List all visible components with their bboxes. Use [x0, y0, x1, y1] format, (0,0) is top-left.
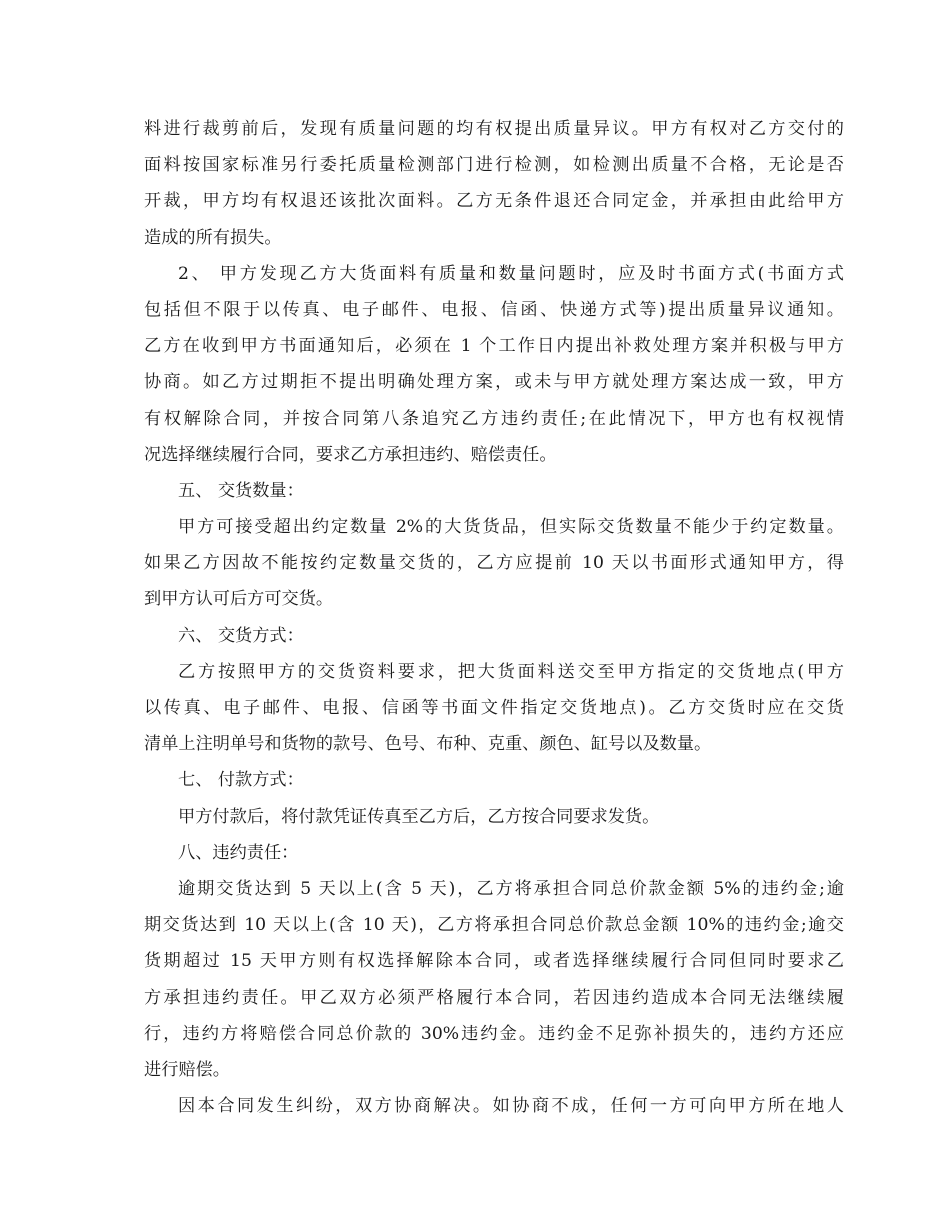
text-line: 有权解除合同，并按合同第八条追究乙方违约责任;在此情况下，甲方也有权视情: [144, 408, 844, 429]
text-line: 开裁，甲方均有权退还该批次面料。乙方无条件退还合同定金，并承担由此给甲方: [144, 191, 844, 212]
text-line: 八、违约责任：: [178, 842, 299, 863]
text-line: 甲方可接受超出约定数量 2%的大货货品，但实际交货数量不能少于约定数量。: [178, 517, 844, 538]
text-line: 逾期交货达到 5 天以上(含 5 天)，乙方将承担合同总价款金额 5%的违约金;逾: [178, 878, 844, 899]
text-line: 五、 交货数量：: [178, 480, 304, 501]
text-line: 包括但不限于以传真、电子邮件、电报、信函、快递方式等)提出质量异议通知。: [144, 299, 844, 320]
text-line: 甲方付款后，将付款凭证传真至乙方后，乙方按合同要求发货。: [178, 806, 660, 827]
text-line: 乙方在收到甲方书面通知后，必须在 1 个工作日内提出补救处理方案并积极与甲方: [144, 336, 844, 357]
text-line: 清单上注明单号和货物的款号、色号、布种、克重、颜色、缸号以及数量。: [144, 734, 712, 755]
text-line: 料进行裁剪前后，发现有质量问题的均有权提出质量异议。甲方有权对乙方交付的: [144, 119, 844, 139]
text-line: 到甲方认可后方可交货。: [144, 589, 334, 610]
text-line: 以传真、电子邮件、电报、信函等书面文件指定交货地点)。乙方交货时应在交货: [144, 698, 844, 718]
text-line: 2、 甲方发现乙方大货面料有质量和数量问题时，应及时书面方式(书面方式: [178, 263, 844, 284]
text-line: 乙方按照甲方的交货资料要求，把大货面料送交至甲方指定的交货地点(甲方: [178, 661, 844, 682]
text-line: 协商。如乙方过期拒不提出明确处理方案，或未与甲方就处理方案达成一致，甲方: [144, 372, 844, 393]
text-line: 造成的所有损失。: [144, 227, 282, 248]
text-line: 七、 付款方式：: [178, 770, 304, 791]
document-body: [144, 111, 844, 1124]
text-line: 如果乙方因故不能按约定数量交货的，乙方应提前 10 天以书面形式通知甲方，得: [144, 553, 844, 574]
text-line: 期交货达到 10 天以上(含 10 天)，乙方将承担合同总价款总金额 10%的违约金;逾交: [144, 915, 844, 936]
text-line: 行，违约方将赔偿合同总价款的 30%违约金。违约金不足弥补损失的，违约方还应: [144, 1023, 844, 1044]
text-line: 面料按国家标准另行委托质量检测部门进行检测，如检测出质量不合格，无论是否: [144, 155, 844, 176]
text-line: 进行赔偿。: [144, 1059, 230, 1080]
text-line: 况选择继续履行合同，要求乙方承担违约、赔偿责任。: [144, 444, 557, 465]
text-line: 货期超过 15 天甲方则有权选择解除本合同，或者选择继续履行合同但同时要求乙: [144, 951, 844, 972]
text-line: 六、 交货方式：: [178, 625, 304, 646]
text-line: 方承担违约责任。甲乙双方必须严格履行本合同，若因违约造成本合同无法继续履: [144, 987, 844, 1008]
text-line: 因本合同发生纠纷，双方协商解决。如协商不成，任何一方可向甲方所在地人: [178, 1096, 844, 1117]
